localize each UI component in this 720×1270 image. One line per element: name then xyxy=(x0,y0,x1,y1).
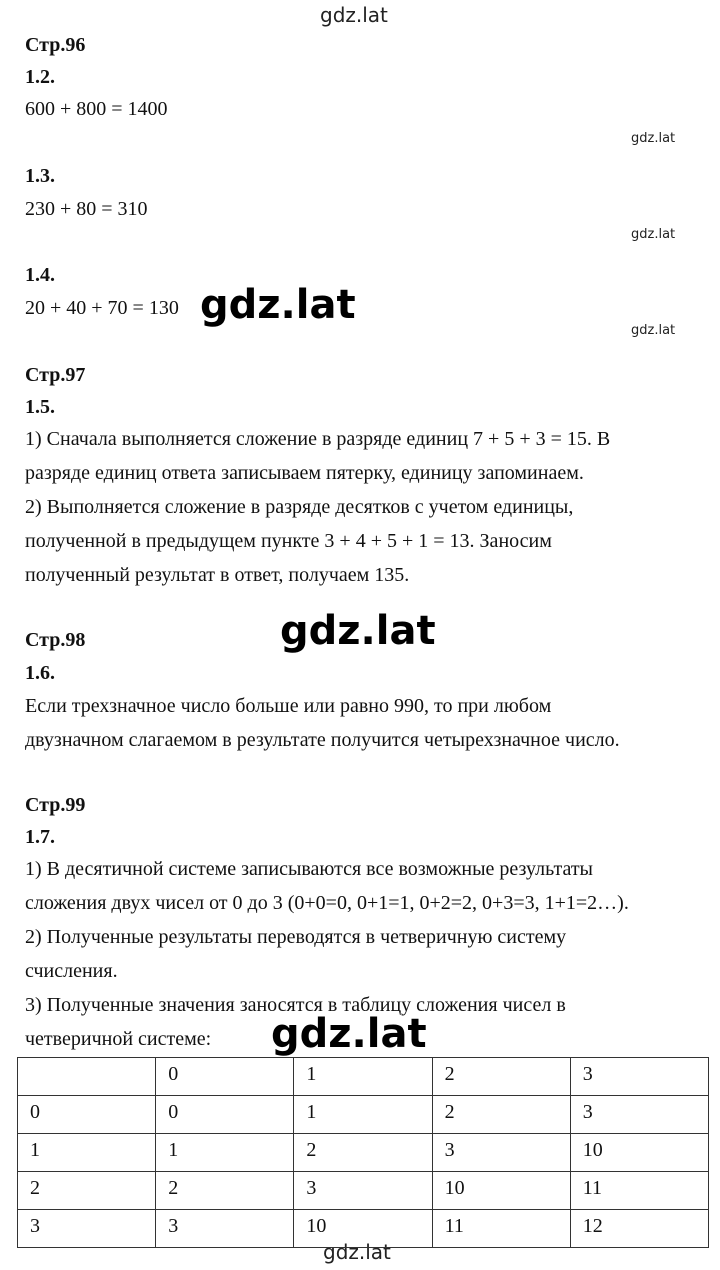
table-cell xyxy=(18,1058,156,1096)
answer-line: 2) Выполняется сложение в разряде десятков с учетом единицы, xyxy=(25,496,574,518)
table-cell: 3 xyxy=(570,1058,708,1096)
table-cell: 3 xyxy=(18,1210,156,1248)
table-cell: 2 xyxy=(432,1096,570,1134)
table-cell: 1 xyxy=(294,1096,432,1134)
table-header-row xyxy=(18,1058,709,1096)
table-row xyxy=(18,1096,709,1134)
addition-table-base4 xyxy=(17,1057,709,1248)
answer-line: полученный результат в ответ, получаем 135. xyxy=(25,564,410,586)
table-cell: 2 xyxy=(432,1058,570,1096)
table-cell: 2 xyxy=(156,1172,294,1210)
table-cell: 3 xyxy=(570,1096,708,1134)
watermark-bottom: gdz.lat xyxy=(323,1240,391,1264)
table-cell: 1 xyxy=(294,1058,432,1096)
task-answer-1-4: 20 + 40 + 70 = 130 xyxy=(25,297,179,319)
task-number-1-4: 1.4. xyxy=(25,264,55,286)
table-cell: 1 xyxy=(156,1134,294,1172)
table-cell: 10 xyxy=(294,1210,432,1248)
page-heading-98: Стр.98 xyxy=(25,629,86,651)
watermark-large-3: gdz.lat xyxy=(271,1011,427,1057)
watermark-small-2: gdz.lat xyxy=(631,227,676,242)
watermark-large-1: gdz.lat xyxy=(200,282,356,328)
task-number-1-2: 1.2. xyxy=(25,66,55,88)
answer-line: двузначном слагаемом в результате получится четырехзначное число. xyxy=(25,729,620,751)
table-row xyxy=(18,1134,709,1172)
answer-line: Если трехзначное число больше или равно 990, то при любом xyxy=(25,695,552,717)
watermark-top: gdz.lat xyxy=(320,3,388,27)
table-cell: 3 xyxy=(432,1134,570,1172)
answer-line: полученной в предыдущем пункте 3 + 4 + 5 + 1 = 13. Заносим xyxy=(25,530,552,552)
table-cell: 0 xyxy=(18,1096,156,1134)
answer-line: сложения двух чисел от 0 до 3 (0+0=0, 0+1=1, 0+2=2, 0+3=3, 1+1=2…). xyxy=(25,892,629,914)
table-cell: 2 xyxy=(18,1172,156,1210)
page-heading-99: Стр.99 xyxy=(25,794,86,816)
table-row xyxy=(18,1172,709,1210)
task-number-1-7: 1.7. xyxy=(25,826,55,848)
table-row xyxy=(18,1210,709,1248)
table-cell: 0 xyxy=(156,1058,294,1096)
answer-line: 2) Полученные результаты переводятся в четверичную систему xyxy=(25,926,567,948)
table-cell: 3 xyxy=(294,1172,432,1210)
table-cell: 10 xyxy=(570,1134,708,1172)
task-number-1-3: 1.3. xyxy=(25,165,55,187)
table-cell: 11 xyxy=(570,1172,708,1210)
table-cell: 3 xyxy=(156,1210,294,1248)
task-answer-1-3: 230 + 80 = 310 xyxy=(25,198,148,220)
answer-line: разряде единиц ответа записываем пятерку, единицу запоминаем. xyxy=(25,462,584,484)
task-answer-1-5 xyxy=(25,422,610,592)
table-cell: 10 xyxy=(432,1172,570,1210)
watermark-large-2: gdz.lat xyxy=(280,608,436,654)
answer-line: 3) Полученные значения заносятся в таблицу сложения чисел в xyxy=(25,994,566,1016)
table-cell: 0 xyxy=(156,1096,294,1134)
task-answer-1-2: 600 + 800 = 1400 xyxy=(25,98,168,120)
answer-line: 1) В десятичной системе записываются все возможные результаты xyxy=(25,858,593,880)
task-number-1-5: 1.5. xyxy=(25,396,55,418)
watermark-small-3: gdz.lat xyxy=(631,323,676,338)
answer-line: 1) Сначала выполняется сложение в разряде единиц 7 + 5 + 3 = 15. В xyxy=(25,428,611,450)
table-cell: 11 xyxy=(432,1210,570,1248)
table-cell: 1 xyxy=(18,1134,156,1172)
task-answer-1-6 xyxy=(25,689,620,757)
page-heading-96: Стр.96 xyxy=(25,34,86,56)
answer-line: счисления. xyxy=(25,960,118,982)
watermark-small-1: gdz.lat xyxy=(631,131,676,146)
answer-line: четверичной системе: xyxy=(25,1028,212,1050)
page-heading-97: Стр.97 xyxy=(25,364,86,386)
task-number-1-6: 1.6. xyxy=(25,662,55,684)
table-cell: 2 xyxy=(294,1134,432,1172)
table-cell: 12 xyxy=(570,1210,708,1248)
